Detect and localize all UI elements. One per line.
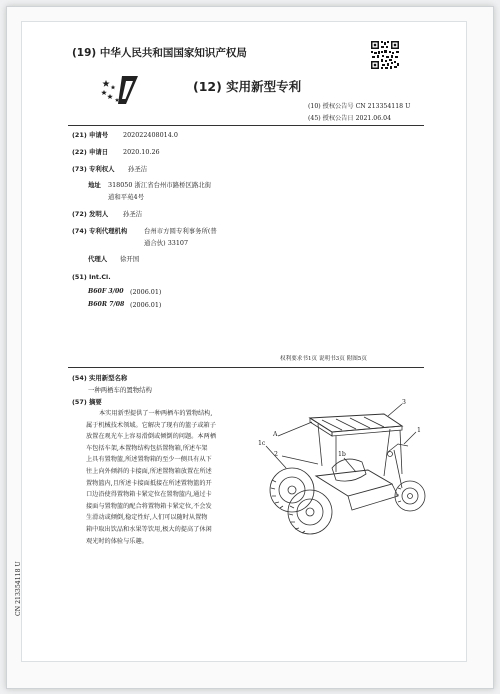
abstract-line: 接面与置物篮的配合将置物箱卡紧定位,不会发 (86, 502, 212, 510)
app-no-value: 202022408014.0 (123, 131, 178, 139)
figure-label-3: 3 (402, 399, 406, 406)
app-no-label: (21) 申请号 (72, 131, 109, 139)
publication-date: (45) 授权公告日 2021.06.04 (308, 115, 391, 122)
abstract-line: 属于机械技术领域。它解决了现有的篮子或箱子 (86, 421, 216, 429)
patent-page (15, 36, 458, 656)
agency-line-2: 通合伙) 33107 (144, 239, 189, 247)
ipc-code-1: B60F 3/00 (88, 288, 124, 295)
title-label: (54) 实用新型名称 (72, 374, 128, 382)
abstract-line: 箱中取出饮品和水果等饮用,极大的提高了休闲 (86, 525, 212, 533)
agency-label: (74) 专利代理机构 (72, 227, 128, 235)
abstract-line: 生滑动或倾倒,稳定性好,人们可以随时从置物 (86, 514, 208, 522)
abstract-line: 置物篮内,且所述卡接面抵接在所述置物篮的开 (86, 479, 212, 487)
figure-label-1: 1 (417, 427, 421, 434)
abstract-line: 本实用新型提供了一种两栖车的置物结构, (99, 410, 213, 417)
inventor-label: (72) 发明人 (72, 210, 109, 218)
qr-code-icon (370, 40, 400, 70)
abstract-line: 上具有置物篮,所述置物箱的至少一侧具有从下 (86, 456, 212, 464)
ipc-code-2: B60R 7/08 (88, 301, 125, 308)
address-line-1: 318050 浙江省台州市路桥区路北街 (108, 181, 212, 189)
inventor-value: 孙圣洁 (123, 210, 143, 218)
app-date-value: 2020.10.26 (123, 148, 160, 156)
page-counts: 权利要求书1页 说明书3页 附图5页 (280, 356, 367, 362)
agent-value: 徐开国 (120, 255, 140, 263)
agency-line-1: 台州市方圆专利事务所(普 (144, 227, 217, 235)
cnipa-emblem-icon (100, 72, 140, 106)
amphibious-vehicle-drawing (252, 392, 428, 562)
publication-number: (10) 授权公告号 CN 213354118 U (308, 103, 411, 110)
abstract-label: (57) 摘要 (72, 398, 102, 406)
figure-label-2: 2 (274, 451, 278, 458)
abstract-line: 放置在观光车上容易滑倒或倾倒的问题。本两栖 (86, 433, 216, 441)
figure-label-a: A (273, 431, 278, 438)
side-patent-number: CN 213354118 U (15, 561, 22, 616)
ipc-date-1: (2006.01) (130, 288, 162, 296)
address-label: 地址 (88, 181, 101, 189)
doc-type-title: (12) 实用新型专利 (193, 79, 302, 94)
patentee-label: (73) 专利权人 (72, 165, 115, 173)
office-title: (19) 中华人民共和国国家知识产权局 (72, 47, 247, 59)
ipc-date-2: (2006.01) (130, 301, 162, 309)
abstract-body (86, 408, 216, 547)
abstract-line: 往上向外倾斜的卡接面,所述置物箱放置在所述 (86, 467, 212, 475)
figure-label-1b: 1b (338, 451, 346, 458)
app-date-label: (22) 申请日 (72, 148, 109, 156)
title-value: 一种两栖车的置物结构 (88, 386, 152, 394)
abstract-line: 口边沿使得置物箱卡紧定位在置物篮内,通过卡 (86, 491, 212, 499)
middle-rule (68, 367, 424, 368)
abstract-line: 观光时的体验与乐趣。 (86, 537, 148, 545)
header-rule (68, 125, 424, 126)
int-cl-label: (51) Int.Cl. (72, 273, 111, 281)
patentee-value: 孙圣洁 (128, 165, 148, 173)
agent-label: 代理人 (88, 255, 108, 263)
figure-label-1c: 1c (258, 440, 266, 447)
address-line-2: 道和平苑4号 (108, 193, 145, 201)
abstract-line: 车包括车架,本置物结构包括置物箱,所述车架 (86, 444, 208, 452)
